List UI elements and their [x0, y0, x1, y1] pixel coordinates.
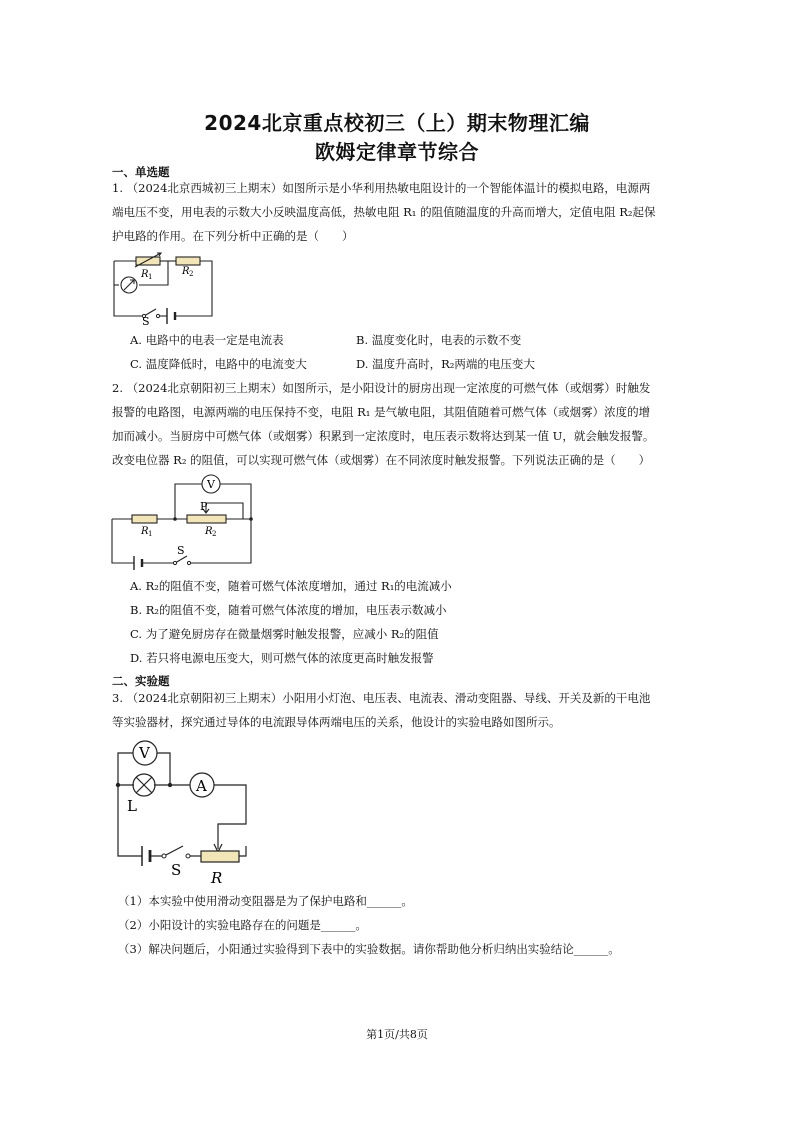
q1-option-b[interactable]: B. 温度变化时，电表的示数不变	[356, 333, 522, 347]
q3-sub-3: （3）解决问题后，小阳通过实验得到下表中的实验数据。请你帮助他分析归纳出实验结论______。	[118, 942, 620, 956]
q1-circuit-diagram	[108, 250, 223, 325]
q3-fig-ammeter: A	[196, 777, 207, 795]
q3-fig-switch: S	[171, 861, 182, 879]
q1-fig-switch: S	[142, 315, 150, 325]
q3-circuit-diagram	[108, 736, 258, 886]
q2-fig-r1-sub: 1	[148, 530, 153, 538]
q3-fig-voltmeter: V	[139, 744, 150, 762]
q3-fig-rheostat: R	[211, 869, 223, 886]
q2-line-2: 报警的电路图，电源两端的电压保持不变，电阻 R₁ 是气敏电阻，其阻值随着可燃气体（或烟雾）浓度的增	[112, 405, 651, 419]
q1-fig-r2: R	[182, 266, 190, 277]
q1-option-d[interactable]: D. 温度升高时，R₂两端的电压变大	[356, 357, 535, 371]
q3-sub-2: （2）小阳设计的实验电路存在的问题是______。	[118, 918, 367, 932]
q2-fig-r2: R	[205, 526, 213, 537]
q2-line-1: 2. （2024北京朝阳初三上期末）如图所示，是小阳设计的厨房出现一定浓度的可燃气体（或烟雾）时触发	[112, 381, 651, 395]
doc-title: 2024北京重点校初三（上）期末物理汇编	[204, 111, 590, 135]
page-number: 第1页/共8页	[366, 1028, 428, 1041]
q2-fig-r1: R	[141, 526, 149, 537]
q2-line-4: 改变电位器 R₂ 的阻值，可以实现可燃气体（或烟雾）在不同浓度时触发报警。下列说法正确的是（ ）	[112, 453, 651, 467]
section-heading-single-choice: 一、单选题	[112, 165, 170, 179]
q1-option-c[interactable]: C. 温度降低时，电路中的电流变大	[130, 357, 307, 371]
q2-option-d[interactable]: D. 若只将电源电压变大，则可燃气体的浓度更高时触发报警	[130, 651, 434, 665]
section-heading-experiment: 二、实验题	[112, 674, 170, 688]
q3-line-1: 3. （2024北京朝阳初三上期末）小阳用小灯泡、电压表、电流表、滑动变阻器、导线、开关及新的干电池	[112, 691, 651, 705]
q1-line-1: 1. （2024北京西城初三上期末）如图所示是小华利用热敏电阻设计的一个智能体温计的模拟电路，电源两	[112, 181, 651, 195]
doc-subtitle: 欧姆定律章节综合	[315, 140, 479, 164]
q2-line-3: 加而减小。当厨房中可燃气体（或烟雾）积累到一定浓度时，电压表示数将达到某一值 U，就会触发报警。	[112, 429, 655, 443]
q2-option-c[interactable]: C. 为了避免厨房存在微量烟雾时触发报警，应减小 R₂的阻值	[130, 627, 439, 641]
q2-fig-r2-sub: 2	[212, 530, 217, 538]
q2-fig-switch: S	[177, 544, 185, 557]
q3-line-2: 等实验器材，探究通过导体的电流跟导体两端电压的关系，他设计的实验电路如图所示。	[112, 715, 561, 729]
q2-option-b[interactable]: B. R₂的阻值不变，随着可燃气体浓度的增加，电压表示数减小	[130, 603, 447, 617]
q1-fig-r2-sub: 2	[189, 270, 194, 278]
q2-option-a[interactable]: A. R₂的阻值不变，随着可燃气体浓度增加，通过 R₁的电流减小	[130, 579, 452, 593]
q1-option-a[interactable]: A. 电路中的电表一定是电流表	[130, 333, 284, 347]
q1-line-2: 端电压不变，用电表的示数大小反映温度高低，热敏电阻 R₁ 的阻值随温度的升高而增大，定值电阻 R₂起保	[112, 205, 656, 219]
q2-circuit-diagram	[108, 472, 258, 570]
q1-line-3: 护电路的作用。在下列分析中正确的是（ ）	[112, 229, 354, 243]
q2-fig-slider-p: P	[200, 500, 208, 513]
q1-fig-r1: R	[141, 269, 149, 280]
q2-fig-voltmeter: V	[207, 478, 215, 491]
q1-fig-r1-sub: 1	[148, 273, 153, 281]
q3-sub-1: （1）本实验中使用滑动变阻器是为了保护电路和______。	[118, 894, 413, 908]
q3-fig-lamp: L	[127, 797, 137, 815]
